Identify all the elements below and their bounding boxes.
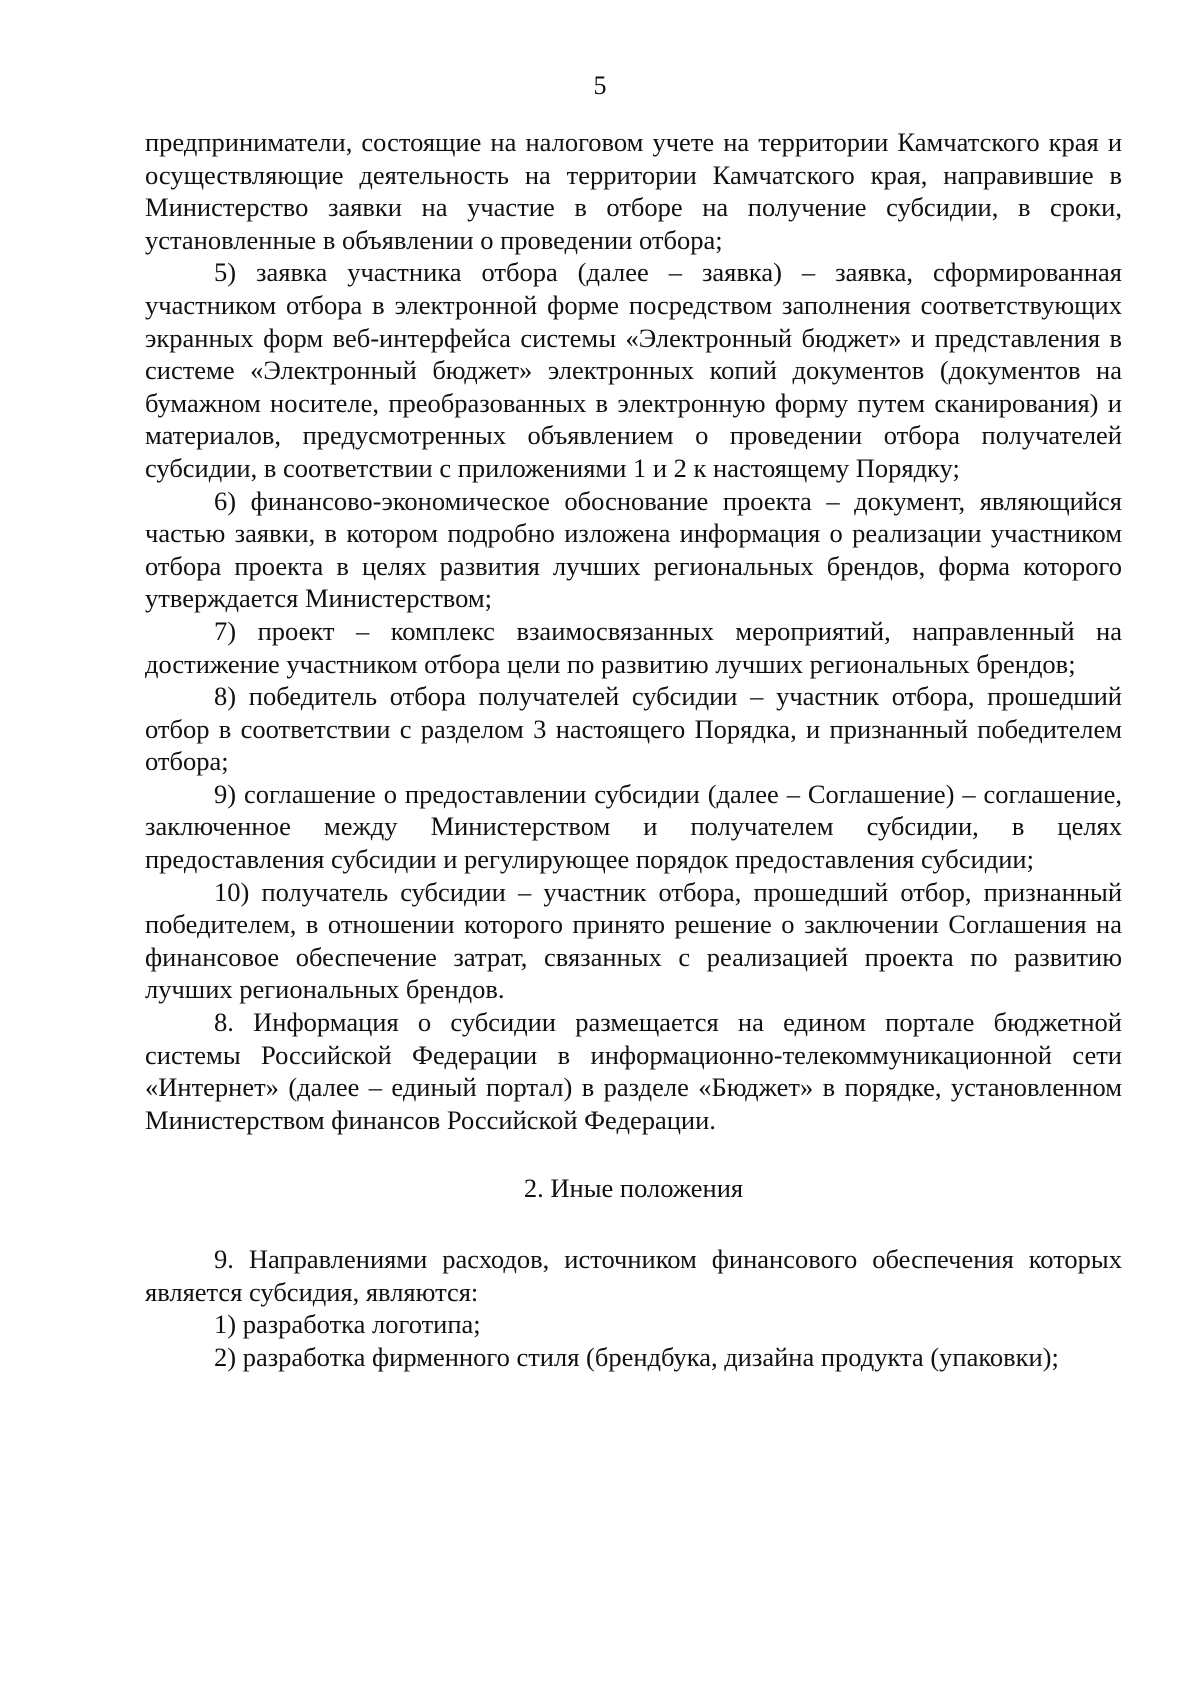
paragraph-clause-8: 8. Информация о субсидии размещается на едином портале бюджетной системы Российской Федерации в информационно-телекоммуникационной сети «Интернет» (далее – единый портал) в разделе «Бюджет» в порядке, установленном Министерством финансов Российской Федерации.: [145, 1007, 1122, 1135]
document-body: [145, 126, 1122, 1373]
list-item-1: 1) разработка логотипа;: [214, 1309, 481, 1340]
page-number: 5: [593, 71, 607, 100]
paragraph-clause-9: 9. Направлениями расходов, источником финансового обеспечения которых является субсидия, являются:: [145, 1244, 1122, 1307]
paragraph-item-5: 5) заявка участника отбора (далее – заявка) – заявка, сформированная участником отбора в электронной форме посредством заполнения соответствующих экранных форм веб-интерфейса системы «Электронный бюджет» и представления в системе «Электронный бюджет» электронных копий документов (документов на бумажном носителе, преобразованных в электронную форму путем сканирования) и материалов, предусмотренных объявлением о проведении отбора получателей субсидии, в соответствии с приложениями 1 и 2 к настоящему Порядку;: [145, 257, 1122, 483]
paragraph-item-7: 7) проект – комплекс взаимосвязанных мероприятий, направленный на достижение участником отбора цели по развитию лучших региональных брендов;: [145, 615, 1122, 679]
paragraph-item-9: 9) соглашение о предоставлении субсидии (далее – Соглашение) – соглашение, заключенное между Министерством и получателем субсидии, в целях предоставления субсидии и регулирующее порядок предоставления субсидии;: [145, 778, 1122, 875]
paragraph-item-10: 10) получатель субсидии – участник отбора, прошедший отбор, признанный победителем, в отношении которого принято решение о заключении Соглашения на финансовое обеспечение затрат, связанных с реализацией проекта по развитию лучших региональных брендов.: [145, 876, 1122, 1005]
paragraph-item-6: 6) финансово-экономическое обоснование проекта – документ, являющийся частью заявки, в котором подробно изложена информация о реализации участником отбора проекта в целях развития лучших региональных брендов, форма которого утверждается Министерством;: [145, 485, 1122, 614]
list-item-2: 2) разработка фирменного стиля (брендбука, дизайна продукта (упаковки);: [214, 1341, 1059, 1372]
paragraph-continuation: предприниматели, состоящие на налоговом учете на территории Камчатского края и осуществляющие деятельность на территории Камчатского края, направившие в Министерство заявки на участие в отборе на получение субсидии, в сроки, установленные в объявлении о проведении отбора;: [145, 127, 1122, 255]
paragraph-item-8: 8) победитель отбора получателей субсидии – участник отбора, прошедший отбор в соответствии с разделом 3 настоящего Порядка, и признанный победителем отбора;: [145, 681, 1122, 777]
section-title: 2. Иные положения: [523, 1173, 744, 1204]
